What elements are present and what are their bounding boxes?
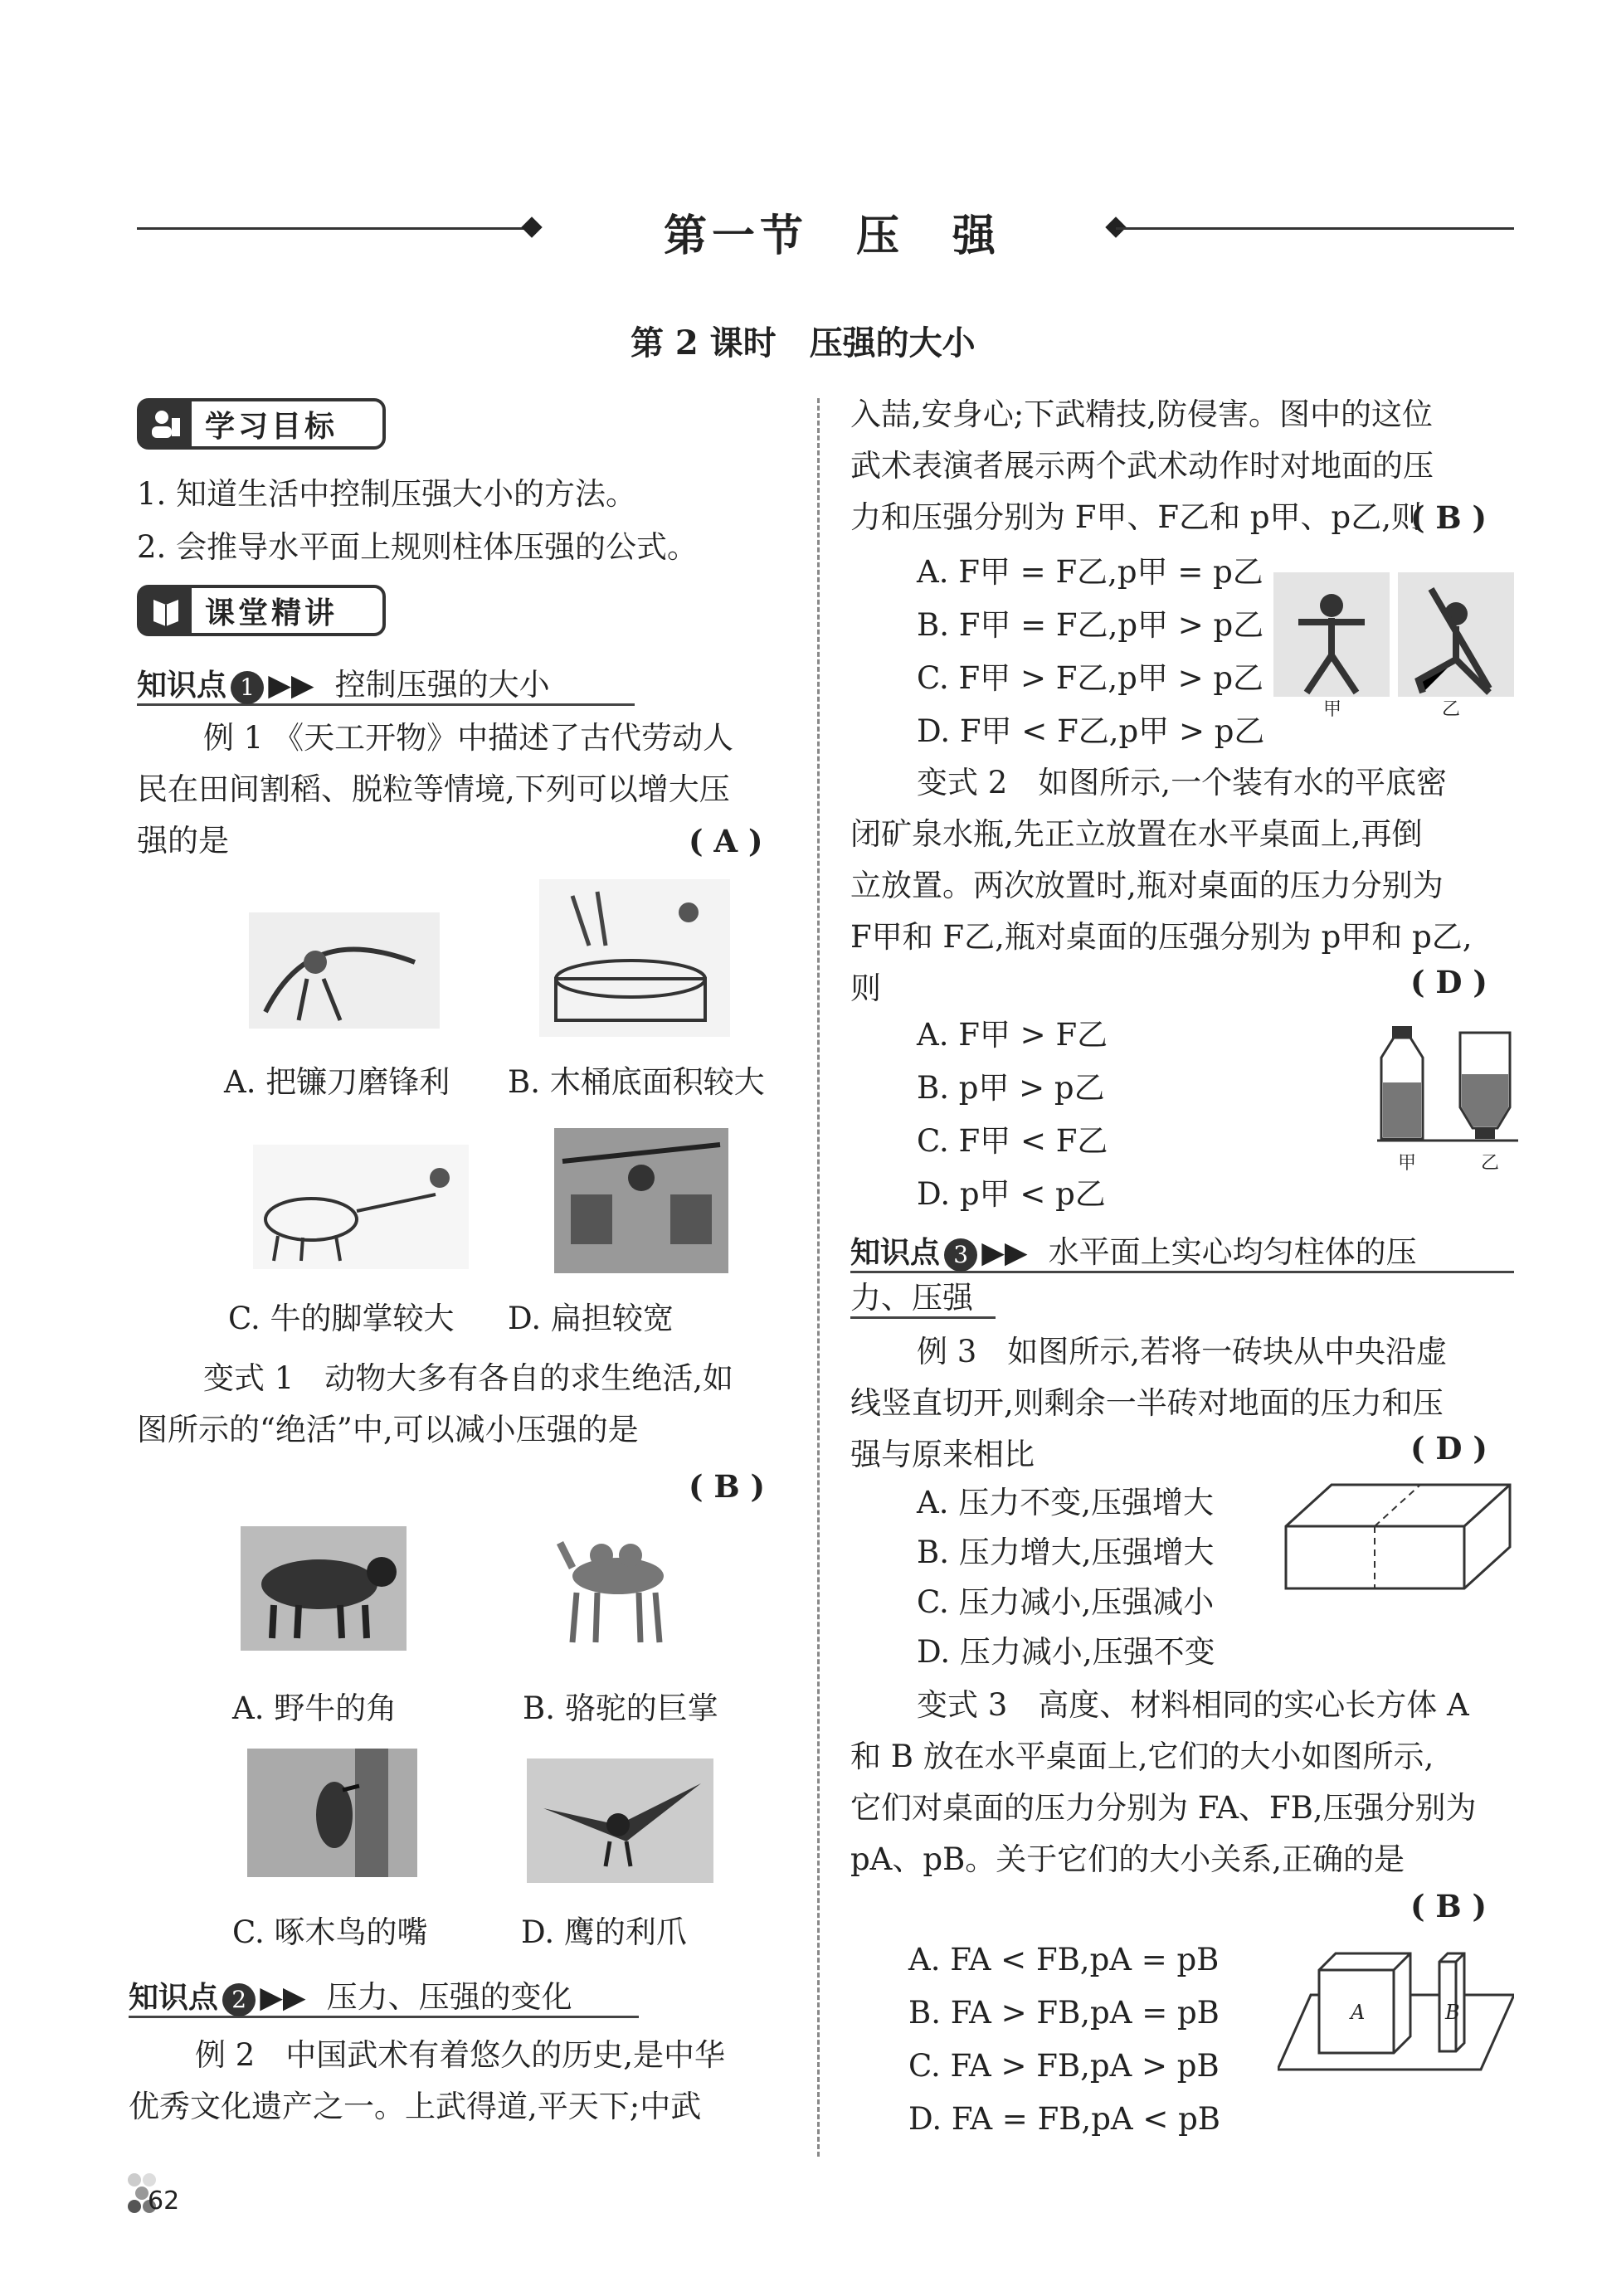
column-divider <box>817 398 820 2157</box>
example-2-line: 武术表演者展示两个武术动作时对地面的压 <box>850 448 1434 484</box>
variant-1-option: C. 啄木鸟的嘴 <box>232 1914 428 1950</box>
example-3-line: 线竖直切开,则剩余一半砖对地面的压力和压 <box>850 1385 1444 1421</box>
kp-number-badge: 3 <box>944 1238 977 1272</box>
variant-1-line: 变式 1 动物大多有各自的求生绝活,如 <box>203 1360 734 1396</box>
play-arrows-icon: ▶▶ <box>260 1981 306 2015</box>
kp-label: 知识点 <box>129 1981 219 2015</box>
example-2-line: 入喆,安身心;下武精技,防侵害。图中的这位 <box>850 396 1433 432</box>
example-1-line: 民在田间割稻、脱粒等情境,下列可以增大压 <box>137 771 730 807</box>
variant-1-answer: ( B ) <box>689 1468 766 1505</box>
example-2-line: 例 2 中国武术有着悠久的历史,是中华 <box>195 2037 726 2073</box>
variant-3-option: C. FA > FB,pA > pB <box>908 2048 1220 2084</box>
kp-title: 控制压强的大小 <box>334 667 550 703</box>
play-arrows-icon: ▶▶ <box>268 669 314 703</box>
page-number: 62 <box>148 2187 180 2216</box>
bucket-figure <box>539 879 730 1037</box>
example-1-answer: ( A ) <box>689 823 763 859</box>
example-3-option: D. 压力减小,压强不变 <box>917 1634 1215 1670</box>
example-3-answer: ( D ) <box>1410 1430 1487 1467</box>
example-3-option: B. 压力增大,压强增大 <box>917 1535 1215 1570</box>
variant-3-option: A. FA < FB,pA = pB <box>908 1942 1220 1977</box>
variant-1-option: B. 骆驼的巨掌 <box>523 1690 718 1726</box>
variant-2-option: C. F甲 < F乙 <box>917 1123 1108 1159</box>
example-2-answer: ( B ) <box>1410 499 1487 536</box>
kp-label: 知识点 <box>137 669 227 703</box>
page-title: 第一节 压 强 <box>664 211 1001 261</box>
carrying-pole-figure <box>554 1128 728 1273</box>
example-2-line: 力和压强分别为 F甲、F乙和 p甲、p乙,则 <box>850 499 1422 535</box>
variant-2-line: F甲和 F乙,瓶对桌面的压强分别为 p甲和 p乙, <box>850 919 1473 955</box>
play-arrows-icon: ▶▶ <box>981 1236 1028 1270</box>
example-1-line: 例 1 《天工开物》中描述了古代劳动人 <box>203 720 734 756</box>
example-3-option: C. 压力减小,压强减小 <box>917 1584 1215 1620</box>
kp-title: 水平面上实心均匀柱体的压 <box>1048 1234 1417 1270</box>
example-2-option: D. F甲 < F乙,p甲 > p乙 <box>917 713 1265 749</box>
variant-2-line: 变式 2 如图所示,一个装有水的平底密 <box>917 765 1448 800</box>
variant-2-line: 闭矿泉水瓶,先正立放置在水平桌面上,再倒 <box>850 816 1423 852</box>
variant-3-option: B. FA > FB,pA = pB <box>908 1995 1220 2031</box>
camel-figure <box>548 1526 689 1651</box>
variant-1-line: 图所示的“绝活”中,可以减小压强的是 <box>137 1412 639 1447</box>
header-left-diamond <box>521 216 542 237</box>
kp-title: 压力、压强的变化 <box>326 1979 572 2015</box>
student-icon <box>140 400 192 448</box>
kp-number-badge: 1 <box>231 671 264 704</box>
variant-3-option: D. FA = FB,pA < pB <box>908 2101 1220 2137</box>
knowledge-point-3 <box>850 1228 1514 1319</box>
kp-title-continued: 力、压强 <box>850 1280 973 1316</box>
variant-1-option: D. 鹰的利爪 <box>521 1914 687 1950</box>
example-1-option: A. 把镰刀磨锋利 <box>224 1064 450 1100</box>
lesson-subtitle: 第 2 课时 压强的大小 <box>631 323 976 362</box>
variant-2-line: 则 <box>850 970 881 1006</box>
variant-2-option: A. F甲 > F乙 <box>917 1017 1108 1053</box>
header-right-rule <box>1116 227 1514 230</box>
kp-label: 知识点 <box>850 1236 941 1270</box>
bottle-label: 乙 <box>1481 1153 1500 1174</box>
goal-item: 2. 会推导水平面上规则柱体压强的公式。 <box>137 529 699 565</box>
learning-goals-label: 学习目标 <box>205 409 338 444</box>
sickle-figure <box>249 912 440 1029</box>
variant-2-option: D. p甲 < p乙 <box>917 1176 1106 1212</box>
kp-number-badge: 2 <box>222 1983 256 2016</box>
lecture-label: 课堂精讲 <box>205 596 338 630</box>
variant-3-line: pA、pB。关于它们的大小关系,正确的是 <box>850 1841 1405 1877</box>
martial-arts-figure <box>1273 572 1514 705</box>
water-bottle-figure <box>1377 1024 1518 1157</box>
eagle-figure <box>527 1758 713 1883</box>
example-3-line: 强与原来相比 <box>850 1437 1035 1472</box>
book-icon <box>140 586 192 635</box>
goal-item: 1. 知道生活中控制压强大小的方法。 <box>137 476 637 512</box>
example-3-option: A. 压力不变,压强增大 <box>917 1485 1215 1520</box>
variant-3-line: 它们对桌面的压力分别为 FA、FB,压强分别为 <box>850 1790 1477 1826</box>
example-1-line: 强的是 <box>137 823 229 859</box>
variant-3-line: 和 B 放在水平桌面上,它们的大小如图所示, <box>850 1739 1434 1774</box>
example-1-option: C. 牛的脚掌较大 <box>228 1301 455 1336</box>
lecture-tag <box>137 585 386 636</box>
knowledge-point-2 <box>129 1973 639 2018</box>
example-2-option: B. F甲 = F乙,p甲 > p乙 <box>917 607 1264 643</box>
blocks-on-table-figure <box>1278 1945 1514 2078</box>
learning-goals-tag <box>137 398 386 450</box>
variant-2-line: 立放置。两次放置时,瓶对桌面的压力分别为 <box>850 868 1444 903</box>
example-2-option: A. F甲 = F乙,p甲 = p乙 <box>917 554 1263 590</box>
header-left-rule <box>137 227 535 230</box>
martial-arts-label: 乙 <box>1442 699 1461 720</box>
bottle-label: 甲 <box>1398 1153 1417 1174</box>
example-2-line: 优秀文化遗产之一。上武得道,平天下;中武 <box>129 2089 702 2124</box>
block-label: B <box>1445 2001 1460 2024</box>
brick-figure <box>1282 1481 1514 1597</box>
example-2-option: C. F甲 > F乙,p甲 > p乙 <box>917 660 1264 696</box>
variant-1-option: A. 野牛的角 <box>232 1690 397 1726</box>
wild-ox-figure <box>241 1526 407 1651</box>
knowledge-point-1 <box>137 660 635 706</box>
example-1-option: B. 木桶底面积较大 <box>508 1064 765 1100</box>
variant-2-answer: ( D ) <box>1410 964 1487 1000</box>
variant-3-answer: ( B ) <box>1410 1888 1487 1924</box>
martial-arts-label: 甲 <box>1323 699 1342 720</box>
variant-3-line: 变式 3 高度、材料相同的实心长方体 A <box>917 1687 1469 1723</box>
example-1-option: D. 扁担较宽 <box>508 1301 674 1336</box>
variant-2-option: B. p甲 > p乙 <box>917 1070 1105 1106</box>
woodpecker-figure <box>247 1749 417 1877</box>
ox-plough-figure <box>253 1145 469 1269</box>
example-3-line: 例 3 如图所示,若将一砖块从中央沿虚 <box>917 1334 1448 1369</box>
block-label: A <box>1351 2001 1366 2024</box>
